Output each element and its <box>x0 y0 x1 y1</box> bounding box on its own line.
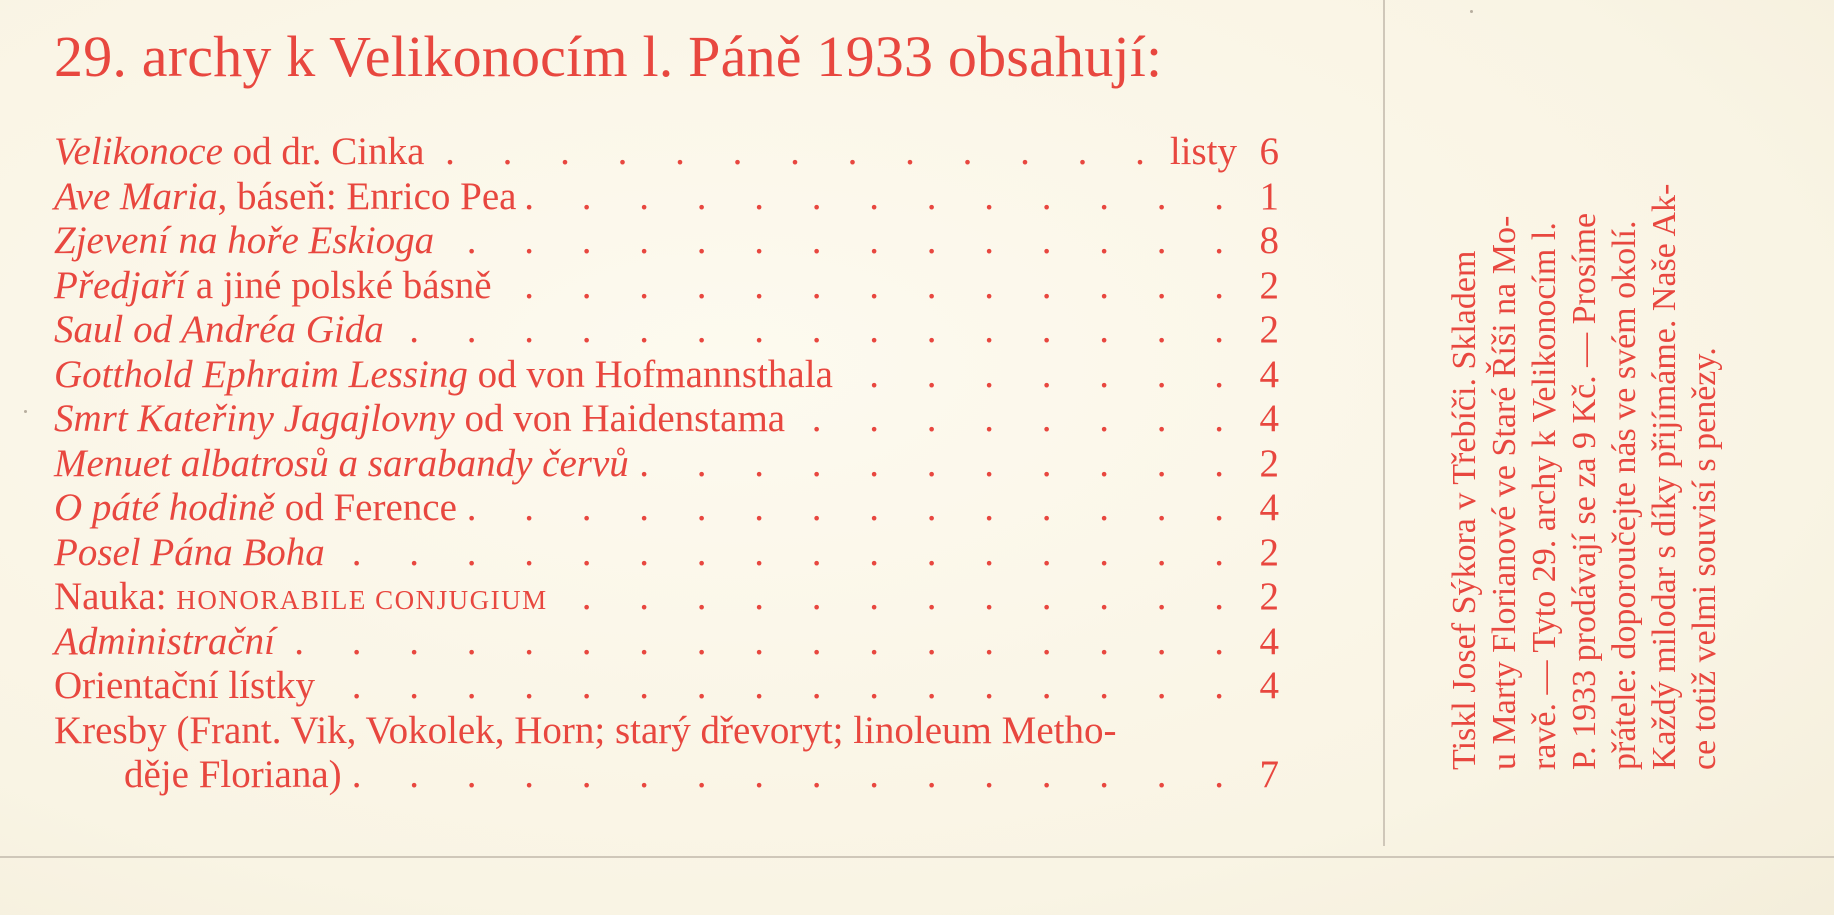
toc-row <box>54 620 1279 665</box>
toc-row <box>54 353 1279 398</box>
toc-row <box>54 442 1279 487</box>
toc-entry-smallcaps: HONORABILE CONJUGIUM <box>176 585 548 615</box>
toc-entry-title <box>54 308 384 353</box>
toc-entry-plain: a jiné polské básně <box>186 263 492 307</box>
toc-entry-italic: Posel Pána Boha <box>54 530 325 574</box>
toc-row <box>54 531 1279 576</box>
toc-sheet-count: 2 <box>1259 530 1279 574</box>
dot-leader <box>430 130 1163 175</box>
toc-row-last-line2 <box>54 753 1279 798</box>
toc-entry-title <box>54 175 516 220</box>
toc-entry-title <box>54 531 325 576</box>
toc-entry-title <box>54 486 457 531</box>
horizontal-rule <box>0 856 1834 858</box>
toc-row <box>54 219 1279 264</box>
toc-entry-plain: od von Hofmannsthala <box>467 352 833 396</box>
dot-leader <box>554 575 1243 620</box>
toc-entry-italic: Ave Maria <box>54 174 218 218</box>
dot-leader <box>331 531 1243 576</box>
toc-entry-plain: Nauka: <box>54 575 177 618</box>
toc-sheet-count: 4 <box>1259 397 1279 440</box>
dot-leader <box>498 264 1243 309</box>
paper-speck <box>1470 10 1473 13</box>
toc-entry-plain: Orientační lístky <box>54 664 316 707</box>
dot-leader <box>635 442 1243 487</box>
colophon-line: Tiskl Josef Sýkora v Třebíči. Skladem <box>1446 250 1483 770</box>
toc-entry-italic: Saul od Andréa Gida <box>54 308 384 351</box>
toc-sheet-count: 2 <box>1259 263 1279 307</box>
colophon-line: u Marty Florianové ve Staré Říši na Mo- <box>1486 215 1523 770</box>
toc-entry-italic: Smrt Kateřiny Jagajlovny <box>54 397 455 440</box>
toc-row <box>54 130 1279 175</box>
toc-entry-italic: Administrační <box>54 619 275 663</box>
toc-entry-italic: Zjevení na hoře Eskioga <box>54 219 435 262</box>
toc-row <box>54 264 1279 309</box>
toc-row <box>54 397 1279 442</box>
table-of-contents <box>54 130 1279 798</box>
colophon-line: ce totiž velmi souvisí s penězy. <box>1686 347 1723 770</box>
colophon-line: P. 1933 prodávají se za 9 Kč. — Prosíme <box>1566 212 1603 770</box>
toc-entry-title <box>54 353 833 398</box>
toc-sheet-count: 4 <box>1259 352 1279 396</box>
colophon-text <box>1445 50 1790 770</box>
toc-sheet-count: 4 <box>1259 486 1279 529</box>
toc-entry-italic: O páté hodině <box>54 486 275 529</box>
toc-entry-title <box>54 219 434 264</box>
toc-entry-title <box>54 130 424 175</box>
toc-sheet-count: 7 <box>1259 753 1279 796</box>
toc-entry-plain: od von Haidenstama <box>454 397 786 440</box>
toc-entry-title <box>54 664 315 709</box>
toc-entry-italic: Menuet albatrosů a sarabandy červů <box>54 441 629 485</box>
dot-leader <box>522 175 1243 220</box>
toc-entry-title <box>54 397 785 442</box>
toc-sheet-count: 4 <box>1259 664 1279 707</box>
colophon-line: ravě. — Tyto 29. archy k Velikonocím l. <box>1526 222 1563 770</box>
dot-leader <box>390 308 1243 353</box>
toc-row <box>54 308 1279 353</box>
dot-leader <box>348 753 1243 798</box>
colophon-line: Každý milodar s díky přijímáme. Naše Ak- <box>1646 183 1683 770</box>
toc-entry-title <box>54 264 492 309</box>
toc-sheet-count: 2 <box>1259 441 1279 485</box>
vertical-rule <box>1383 0 1385 846</box>
toc-entry-title <box>54 620 275 665</box>
toc-entry-title <box>54 575 548 623</box>
toc-sheet-count: 2 <box>1259 308 1279 351</box>
toc-row <box>54 664 1279 709</box>
toc-entry-plain: od Ference <box>274 486 457 529</box>
colophon-panel <box>1445 50 1790 770</box>
toc-row-last-line1 <box>54 709 1279 754</box>
toc-sheet-count: 2 <box>1259 575 1279 618</box>
toc-entry-title: Kresby (Frant. Vik, Vokolek, Horn; starý dřevoryt; linoleum Metho- <box>54 708 1117 752</box>
dot-leader <box>440 219 1243 264</box>
dot-leader <box>321 664 1243 709</box>
dot-leader <box>281 620 1243 665</box>
toc-entry-italic: Velikonoce <box>54 130 223 173</box>
toc-row <box>54 175 1279 220</box>
toc-entry-plain: , báseň: Enrico Pea <box>217 174 517 218</box>
toc-sheet-count: 4 <box>1259 619 1279 663</box>
toc-entry-title: děje Floriana) <box>124 753 342 796</box>
toc-sheet-count: 8 <box>1259 219 1279 262</box>
toc-entry-title <box>54 442 629 487</box>
page-title: 29. archy k Velikonocím l. Páně 1933 obsahují: <box>54 24 1163 89</box>
toc-entry-italic: Předjaří <box>54 263 187 307</box>
toc-row <box>54 575 1279 620</box>
toc-row <box>54 486 1279 531</box>
dot-leader <box>463 486 1243 531</box>
toc-entry-plain: od dr. Cinka <box>222 130 425 173</box>
paper-speck <box>24 410 27 413</box>
dot-leader <box>791 397 1243 442</box>
dot-leader <box>839 353 1243 398</box>
toc-sheet-count: 1 <box>1259 174 1279 218</box>
colophon-line: přátele: doporoučejte nás ve svém okolí. <box>1606 220 1643 770</box>
toc-entry-italic: Gotthold Ephraim Lessing <box>54 352 468 396</box>
sheets-unit-label: listy <box>1169 130 1237 173</box>
toc-sheet-count: 6 <box>1259 130 1279 173</box>
